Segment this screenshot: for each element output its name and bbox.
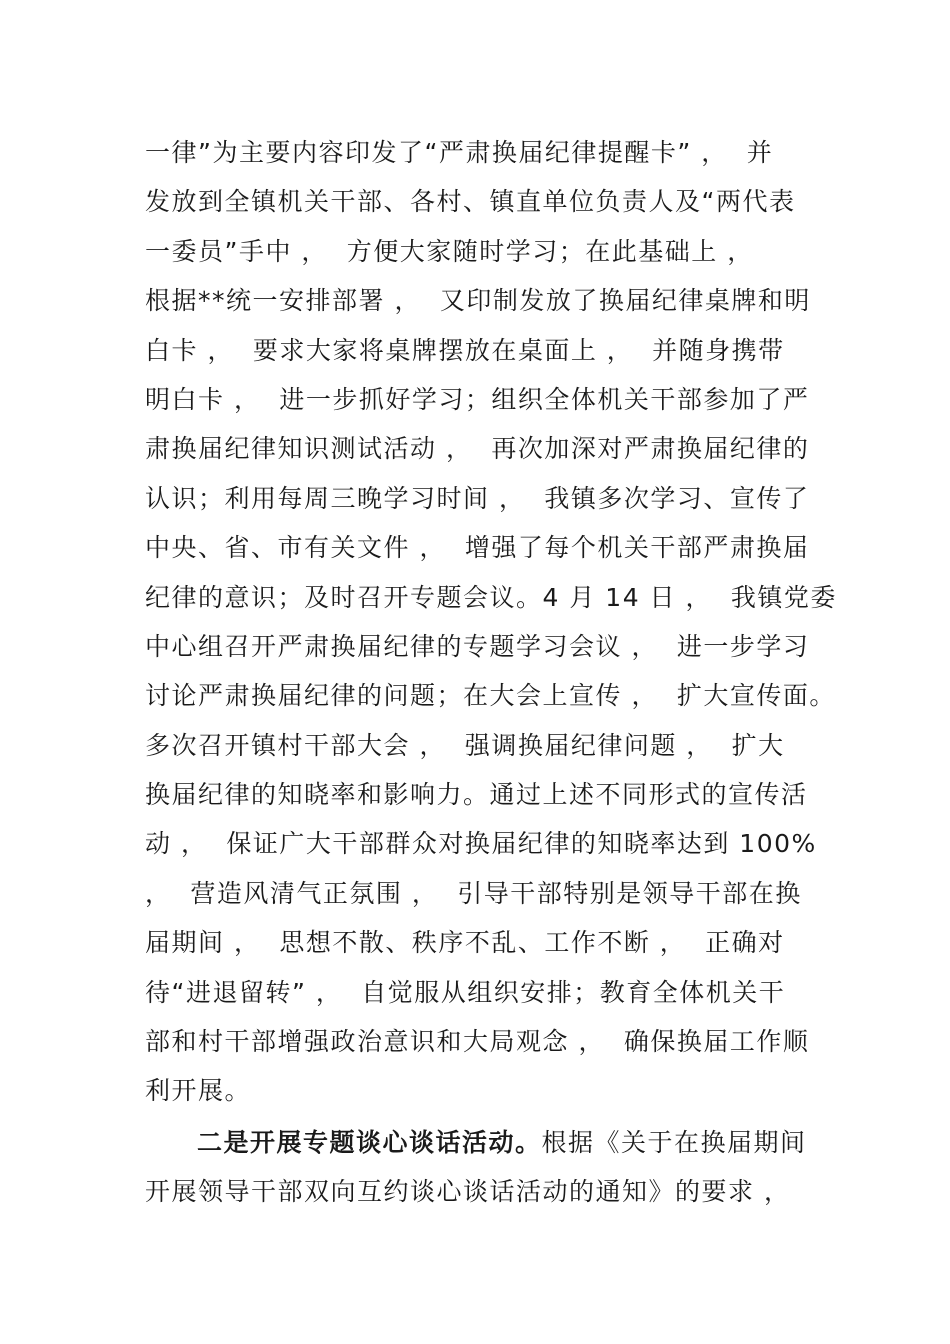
text-line: 待“进退留转” ， 自觉服从组织安排；教育全体机关干	[145, 977, 786, 1007]
text-line: 届期间 ， 思想不散、秩序不乱、工作不断 ， 正确对	[145, 928, 785, 958]
text-line: 开展领导干部双向互约谈心谈话活动的通知》的要求 ，	[145, 1177, 791, 1207]
text-line: 中心组召开严肃换届纪律的专题学习会议 ， 进一步学习	[145, 631, 810, 661]
text-line: 多次召开镇村干部大会 ， 强调换届纪律问题 ， 扩大	[145, 730, 785, 760]
paragraph-heading: 二是开展专题谈心谈话活动。	[197, 1127, 542, 1157]
text-line: 换届纪律的知晓率和影响力。通过上述不同形式的宣传活	[145, 780, 808, 810]
text-line: 一委员”手中 ， 方便大家随时学习；在此基础上 ，	[145, 236, 754, 266]
text-line: 纪律的意识；及时召开专题会议。4 月 14 日 ， 我镇党委	[145, 582, 837, 612]
text-line: 明白卡 ， 进一步抓好学习；组织全体机关干部参加了严	[145, 384, 810, 414]
text-line: 发放到全镇机关干部、各村、镇直单位负责人及“两代表	[145, 187, 796, 217]
text-line: 白卡 ， 要求大家将桌牌摆放在桌面上 ， 并随身携带	[145, 335, 785, 365]
text-line: 根据**统一安排部署 ， 又印制发放了换届纪律桌牌和明	[145, 286, 811, 316]
text-line: 一律”为主要内容印发了“严肃换届纪律提醒卡” ， 并	[145, 138, 774, 167]
document-body	[145, 128, 837, 1217]
text-line: 中央、省、市有关文件 ， 增强了每个机关干部严肃换届	[145, 533, 810, 563]
text-line: 动 ， 保证广大干部群众对换届纪律的知晓率达到 100%	[145, 829, 817, 859]
text-line: 认识；利用每周三晚学习时间 ， 我镇多次学习、宣传了	[145, 483, 810, 513]
text-line: 利开展。	[145, 1076, 252, 1106]
text-line: 部和村干部增强政治意识和大局观念 ， 确保换届工作顺	[145, 1027, 810, 1057]
paragraph-1	[145, 128, 837, 1116]
text-line: 肃换届纪律知识测试活动 ， 再次加深对严肃换届纪律的	[145, 434, 810, 464]
paragraph-2	[145, 1118, 825, 1217]
text-line	[145, 1118, 825, 1167]
text-line: 讨论严肃换届纪律的问题；在大会上宣传 ， 扩大宣传面。	[145, 681, 836, 711]
text-line: ， 营造风清气正氛围 ， 引导干部特别是领导干部在换	[145, 878, 802, 908]
paragraph-text: 根据《关于在换届期间	[541, 1127, 807, 1157]
